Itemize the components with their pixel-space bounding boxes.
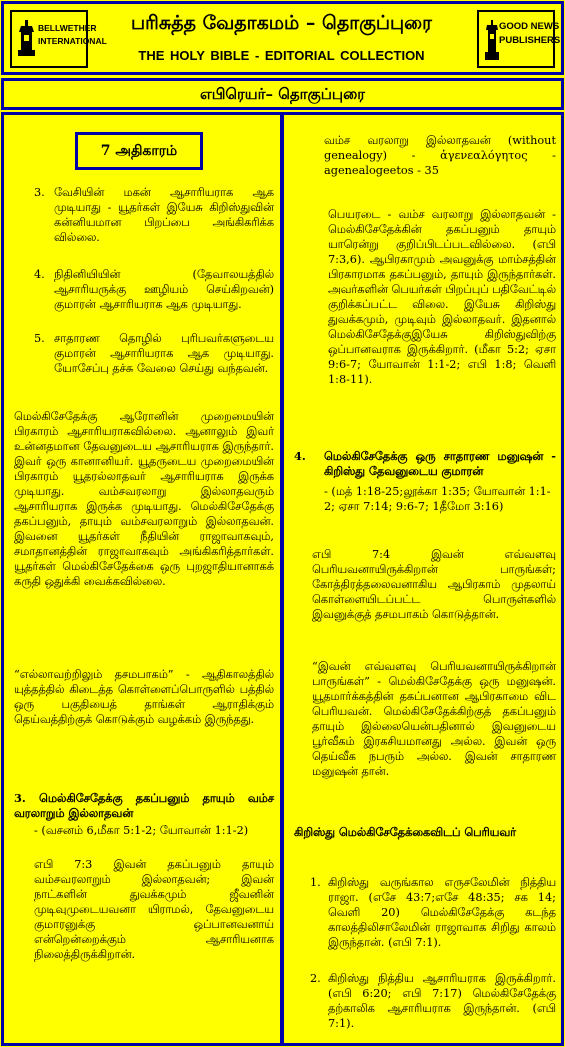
section-heading-3-refs: - (வசனம் 6,மீகா 5:1-2; யோவான் 1:1-2)	[34, 824, 249, 837]
title-tamil: பரிசுத்த வேதாகமம் – தொகுப்புரை	[131, 12, 432, 34]
verse-hebrews-7-3: எபி 7:3 இவன் தகப்பனும் தாயும் வம்சவரலாறும் இல்லாதவன்; இவன் நாட்களின் துவக்கமும் ஜீவனின் முடிவுமுடையவனா யிராமல், தேவனுடைய குமாரனுக்கு ஒப்பானவனாய் என்றென்றைக்கும் ஆசாரியனாக நிலைத்திருக்கிறான்.	[34, 858, 274, 961]
section-heading-5: கிறிஸ்து மெல்கிசேதேக்கைவிடப் பெரியவர்	[294, 825, 517, 839]
list-item-5: சாதாரண தொழில் புரிபவர்களுடைய குமாரன் ஆசாரியராக ஆக முடியாது. யோசேப்பு தச்சு வேலை செய்து வந்தவன்.	[54, 332, 274, 375]
logo-right-line1: GOOD NEWS	[499, 21, 560, 32]
paragraph-tithe: “எல்லாவற்றிலும் தசமபாகம்” - ஆதிகாலத்தில் யுத்தத்தில் கிடைத்த கொள்ளைப்பொருளில் பத்தில் ஒரு பகுதியைத் தாங்கள் ஆராதிக்கும் தெய்வத்திற்குக் கொடுக்கும் வழக்கம் இருந்தது.	[14, 668, 274, 726]
list-item-4: நிதினியியின் (தேவாலயத்தில் ஆசாரியருக்கு ஊழியம் செய்கிறவன்) குமாரன் ஆசாரியராக ஆக முடியாது.	[54, 268, 274, 311]
paragraph-how-great: “இவன் எவ்வளவு பெரியவனாயிருக்கிறான் பாருங்கள்” - மெல்கிசேதேக்கு ஒரு மனுஷன். யூதமார்க்கத்தின் தகப்பனான ஆபிரகாமை விட பெரியவன். மெல்கிசேதேக்கிற்குத் தகப்பனும் தாயும் இல்லையென்பதினால் இவனுடைய பூர்வீகம் இரகசியமானது அல்ல. இவன் ஒரு தெய்வீக நபரும் அல்ல. இவன் சாதாரண மனுஷன் தான்.	[312, 660, 556, 778]
section-heading-4: மெல்கிசேதேக்கு ஒரு சாதாரண மனுஷன் - கிறிஸ்து தேவனுடைய குமாரன்	[324, 449, 556, 478]
item-number: 3.	[34, 186, 45, 199]
paragraph-without-genealogy: வம்ச வரலாறு இல்லாதவன் (without genealogy) - ἀγενεαλόγητος - agenealogeetos - 35	[324, 134, 556, 177]
item-number: 5.	[34, 332, 45, 345]
section-heading-3: 3. மெல்கிசேதேக்கு தகப்பனும் தாயும் வம்ச வரலாறும் இல்லாதவன்	[14, 791, 274, 820]
paragraph-melchizedek: மெல்கிசேதேக்கு ஆரோனின் முறைமையின் பிரகாரம் ஆசாரியராகவில்லை. ஆனாலும் இவர் உன்னதமான தேவனுடைய ஆசாரியராக இருந்தார். இவர் ஒரு கானானியர். யூதருடைய முறைமையின் பிரகாரம் யூதரல்லாதவர் ஆசாரியராக இருக்க முடியாது. வம்சவரலாறு இல்லாதவரும் ஆசாரியராக இருக்க முடியாது. மெல்கிசேதேக்கு தகப்பனும், தாயும் வம்சவரலாறும் இல்லாதவன். இவனை யூதர்கள் நீதியின் ராஜாவாகவும், சமாதானத்தின் ராஜாவாகவும் அங்கிகரித்தார்கள். யூதர்கள் மெல்கிசேதேக்கை ஒரு புறஜாதியானாகக் கருதி ஒதுக்கி வைக்கவில்லை.	[14, 410, 274, 588]
bell-tower-icon	[18, 20, 36, 60]
good-news-logo	[477, 10, 561, 68]
list-item-3: வேசியின் மகன் ஆசாரியராக ஆக முடியாது - யூதர்கள் இயேசு கிறிஸ்துவின் கன்னியமான பிறப்பை அங்கிகரிக்க வில்லை.	[54, 186, 274, 244]
logo-right-line2: PUBLISHERS	[499, 35, 561, 46]
list-item-2: கிறிஸ்து நித்திய ஆசாரியராக இருக்கிறார். (எபி 6:20; எபி 7:17) மெல்கிசேதேக்கு தற்காலிக ஆசாரியராக இருந்தான். (எபி 7:1).	[328, 972, 556, 1030]
list-item-1: கிறிஸ்து வருங்கால எருசலேமின் நித்திய ராஜா. (எசே 43:7;எசே 48:35; சக 14; வெளி 20) மெல்கிசேதேக்கு கடந்த காலத்திலிசாலேமின் ராஜாவாக சிறிது காலம் இருந்தான். (எபி 7:1).	[328, 876, 556, 949]
section-subtitle: எபிரெயர்– தொகுப்புரை	[1, 78, 564, 110]
verse-hebrews-7-4: எபி 7:4 இவன் எவ்வளவு பெரியவனாயிருக்கிறான் பாருங்கள்; கோத்திரத்தலைவனாகிய ஆபிரகாம் முதலாய் கொள்ளையிடப்பட்ட பொருள்களில் இவனுக்குத் தசமபாகம் கொடுத்தான்.	[312, 548, 556, 621]
item-number: 2.	[310, 972, 321, 985]
bellwether-logo	[10, 10, 107, 68]
tower-icon	[485, 20, 499, 62]
left-column	[1, 112, 283, 1046]
right-column	[281, 112, 564, 1046]
logo-left-line2: INTERNATIONAL	[38, 36, 107, 46]
section-heading-4-refs: - (மத் 1:18-25;லூக்கா 1:35; யோவான் 1:1-2; ஏசா 7:14; 9:6-7; 1தீமோ 3:16)	[324, 485, 551, 513]
item-number: 4.	[294, 449, 306, 463]
chapter-heading: 7 அதிகாரம்	[75, 132, 203, 170]
logo-left-line1: BELLWETHER	[38, 23, 97, 33]
header-banner	[1, 1, 564, 75]
item-number: 4.	[34, 268, 45, 281]
title-english: THE HOLY BIBLE - EDITORIAL COLLECTION	[138, 48, 425, 63]
item-number: 1.	[310, 876, 321, 889]
paragraph-adjective: பெயரடை - வம்ச வரலாறு இல்லாதவன் - மெல்கிசேதேக்கின் தகப்பனும் தாயும் யாரென்று குறிப்பிடப்படவில்லை. (எபி 7:3,6). ஆபிரகாமும் அவனுக்கு மாம்சத்தின் பிரகாரமாக தகப்பனும், தாயும் இருந்தார்கள். அவர்களின் பெயர்கள் பிறப்புப் பதிவேட்டில் குறிக்கப்பட்ட விலை. இயேசு கிறிஸ்து துவக்கமும், முடிவும் இல்லாதவர். இதனால் மெல்கிசேதேக்குஇயேசு கிறிஸ்துவிற்கு ஒப்பானவராக இருக்கிறார். (மீகா 5:2; ஏசா 9:6-7; யோவான் 1:1-2; எபி 1:8; வெளி 1:8-11).	[328, 208, 556, 386]
